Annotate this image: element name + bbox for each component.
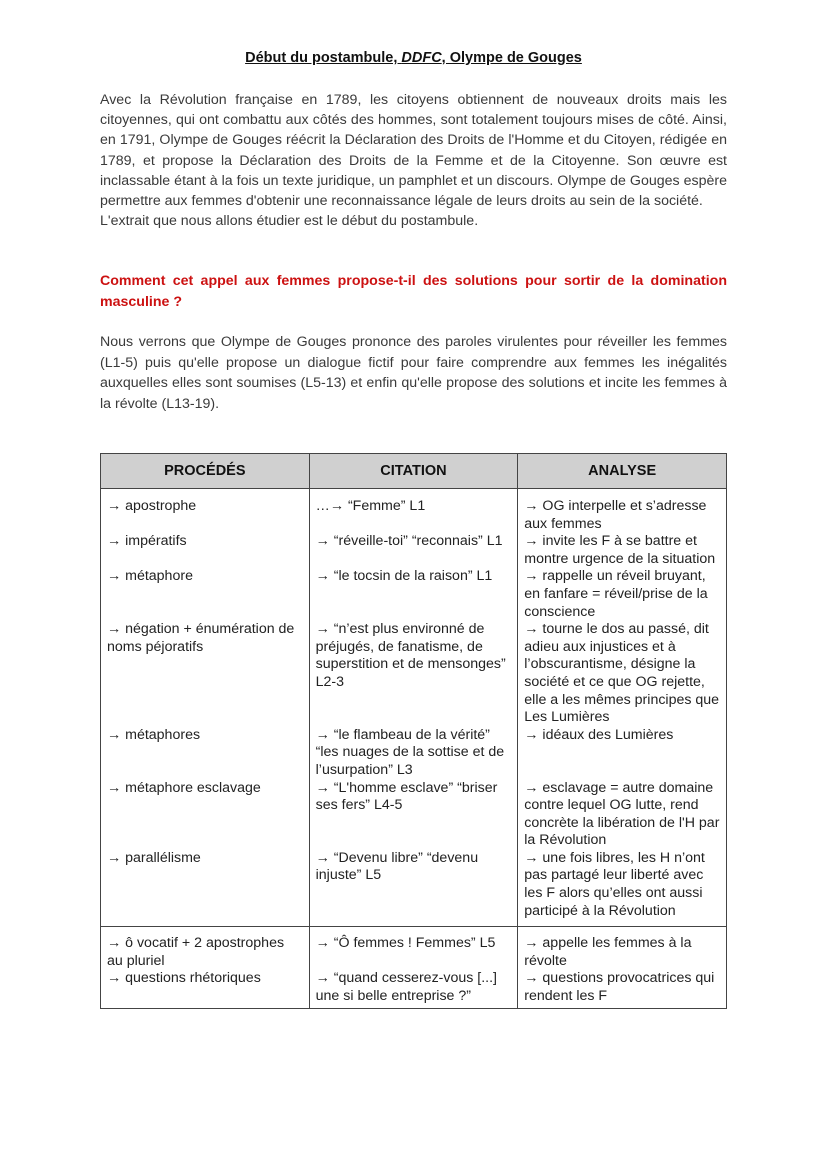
table-header-row [101,454,727,489]
introduction [100,90,727,231]
table-row [101,970,727,1008]
analysis-table [100,453,727,1009]
header-analyse: ANALYSE [518,454,727,489]
title-text: Début du postambule, [245,50,402,66]
title-italic: DDFC [401,50,442,66]
table-row [101,568,727,621]
analyse-cell: → tourne le dos au passé, dit adieu aux injustices et à l’obscurantisme, désigne la société et ce que OG rejette, elle a les mêmes principes que Les Lumières [518,621,727,727]
analyse-cell: → OG interpelle et s’adresse aux femmes [518,489,727,534]
table-row [101,621,727,727]
citation-cell: → “L'homme esclave” “briser ses fers” L4-5 [309,780,518,850]
analyse-cell: → appelle les femmes à la révolte [518,927,727,971]
title-text-end: , Olympe de Gouges [441,50,582,66]
procede-cell: → questions rhétoriques [101,970,310,1008]
procede-cell: → apostrophe [101,489,310,534]
intro-extract-line: L'extrait que nous allons étudier est le début du postambule. [100,213,479,230]
analyse-cell: → une fois libres, les H n’ont pas partagé leur liberté avec les F alors qu’elles ont aussi participé à la Révolution [518,850,727,927]
table-row [101,780,727,850]
citation-cell: → “réveille-toi” “reconnais” L1 [309,533,518,568]
plan-paragraph: Nous verrons que Olympe de Gouges prononce des paroles virulentes pour réveiller les femmes (L1-5) puis qu'elle propose un dialogue fictif pour faire comprendre aux femmes les inégalités auxquelles elles sont soumises (L5-13) et enfin qu'elle propose des solutions et incite les femmes à la révolte (L13-19). [100,334,727,412]
citation-cell: → “Ô femmes ! Femmes” L5 [309,927,518,971]
header-procedes: PROCÉDÉS [101,454,310,489]
document-title [100,50,727,66]
table-row [101,727,727,780]
analyse-cell: → questions provocatrices qui rendent les F [518,970,727,1008]
problematique: Comment cet appel aux femmes propose-t-il des solutions pour sortir de la domination masculine ? [100,273,727,310]
analyse-cell: → invite les F à se battre et montre urgence de la situation [518,533,727,568]
citation-cell: …→ “Femme” L1 [309,489,518,534]
table-row [101,489,727,534]
citation-cell: → “Devenu libre” “devenu injuste” L5 [309,850,518,927]
procede-cell: → métaphore esclavage [101,780,310,850]
procede-cell: → parallélisme [101,850,310,927]
procede-cell: → ô vocatif + 2 apostrophes au pluriel [101,927,310,971]
citation-cell: → “le tocsin de la raison” L1 [309,568,518,621]
intro-paragraph: Avec la Révolution française en 1789, les citoyens obtiennent de nouveaux droits mais les citoyennes, qui ont combattu aux côtés des hommes, sont totalement toujours mises de côté. Ainsi, en 1791, Olympe de Gouges réécrit la Déclaration des Droits de l'Homme et du Citoyen, rédigée en 1789, et propose la Déclaration des Droits de la Femme et de la Citoyenne. Son œuvre est inclassable étant à la fois un texte juridique, un pamphlet et un discours. Olympe de Gouges espère permettre aux femmes d'obtenir une reconnaissance légale de leurs droits au sein de la société. [100,92,727,210]
procede-cell: → métaphores [101,727,310,780]
citation-cell: → “n’est plus environné de préjugés, de fanatisme, de superstition et de mensonges” L2-3 [309,621,518,727]
procede-cell: → impératifs [101,533,310,568]
analyse-cell: → esclavage = autre domaine contre lequel OG lutte, rend concrète la libération de l'H par la Révolution [518,780,727,850]
analyse-cell: → idéaux des Lumières [518,727,727,780]
citation-cell: → “quand cesserez-vous [...] une si belle entreprise ?” [309,970,518,1008]
analyse-cell: → rappelle un réveil bruyant, en fanfare = réveil/prise de la conscience [518,568,727,621]
table-row [101,533,727,568]
procede-cell: → négation + énumération de noms péjoratifs [101,621,310,727]
table-row [101,927,727,971]
header-citation: CITATION [309,454,518,489]
procede-cell: → métaphore [101,568,310,621]
table-row [101,850,727,927]
citation-cell: → “le flambeau de la vérité” “les nuages de la sottise et de l’usurpation” L3 [309,727,518,780]
